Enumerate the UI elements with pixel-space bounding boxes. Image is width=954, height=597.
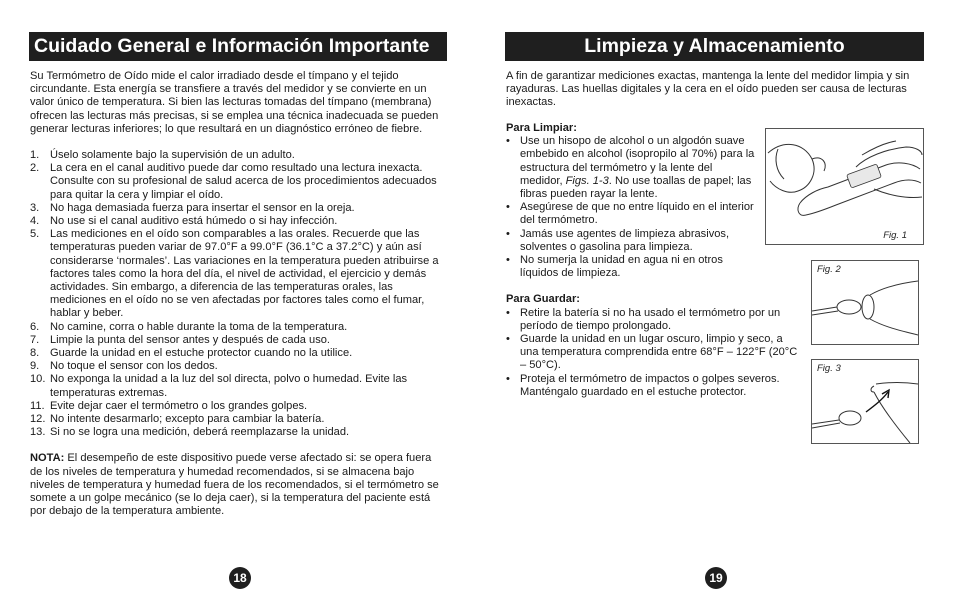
item-text: La cera en el canal auditivo puede dar como resultado una lectura inexacta. Consulte con su profesional de salud acerca de los procedimientos adecuados para quitar la cera y limpiar el oído. — [50, 162, 437, 201]
note-label: NOTA: — [30, 452, 65, 465]
item-text: Guarde la unidad en el estuche protector cuando no la utilice. — [50, 347, 353, 360]
care-list-item — [30, 360, 446, 373]
item-text: Si no se logra una medición, deberá reemplazarse la unidad. — [50, 426, 350, 439]
right-column — [506, 122, 798, 399]
item-number: 10. — [30, 373, 46, 386]
clean-heading: Para Limpiar: — [506, 122, 577, 134]
item-number: 2. — [30, 162, 40, 175]
item-text: Limpie la punta del sensor antes y después de cada uso. — [50, 333, 330, 346]
item-text: No haga demasiada fuerza para insertar el sensor en la oreja. — [50, 201, 355, 214]
care-list-item — [30, 215, 446, 228]
care-list-item — [30, 347, 446, 360]
fig2-caption: Fig. 2 — [817, 264, 841, 275]
figure-3 — [811, 359, 919, 444]
care-list-item — [30, 413, 446, 426]
item-number: 12. — [30, 413, 46, 426]
item-number: 5. — [30, 228, 40, 241]
figure-1 — [765, 128, 924, 245]
item-text: Las mediciones en el oído son comparables a las orales. Recuerde que las temperaturas pueden variar de 97.0°F a 99.0°F (36.1°C a 37.2°C) y aún así considerarse ‘normales’. Las variaciones en la temperatura pueden atribuirse a factores tales como la hora del día, el nivel de actividad, el ejercicio y demás actividades. Sin embargo, a diferencia de las temperaturas orales, las mediciones en el oído no se ven afectadas por factores tales como el fumar, hablar y beber. — [50, 228, 439, 320]
item-text: No use si el canal auditivo está húmedo o si hay infección. — [50, 215, 338, 228]
left-page-title: Cuidado General e Información Importante — [29, 32, 447, 61]
item-text: Úselo solamente bajo la supervisión de un adulto. — [50, 149, 295, 162]
item-number: 11. — [30, 399, 45, 412]
item-number: 1. — [30, 149, 40, 162]
store-heading: Para Guardar: — [506, 293, 580, 306]
page-number-left: 18 — [229, 567, 251, 589]
care-list-item — [30, 334, 446, 347]
care-list-item — [30, 426, 446, 439]
item-text: No camine, corra o hable durante la toma de la temperatura. — [50, 320, 348, 333]
item-number: 9. — [30, 360, 40, 373]
item-number: 6. — [30, 320, 40, 333]
fig1-caption: Fig. 1 — [883, 230, 907, 241]
clean-item: • Asegúrese de que no entre líquido en el interior del termómetro. — [506, 201, 756, 227]
care-list-item — [30, 162, 446, 202]
item-text: No intente desarmarlo; excepto para cambiar la batería. — [50, 413, 325, 426]
item-number: 3. — [30, 201, 40, 214]
page-number-right: 19 — [705, 567, 727, 589]
care-list-item — [30, 321, 446, 334]
figure-2 — [811, 260, 919, 345]
store-item: • Retire la batería si no ha usado el termómetro por un período de tiempo prolongado. — [506, 307, 798, 333]
item-number: 7. — [30, 333, 40, 346]
clean-item: • Jamás use agentes de limpieza abrasivos, solventes o gasolina para limpieza. — [506, 228, 756, 254]
care-list-item — [30, 149, 446, 162]
care-list-item — [30, 400, 446, 413]
item-text: No exponga la unidad a la luz del sol directa, polvo o humedad. Evite las temperaturas extremas. — [50, 373, 408, 399]
item-text: Evite dejar caer el termómetro o los grandes golpes. — [50, 399, 308, 412]
item-number: 8. — [30, 347, 40, 360]
right-intro-block — [506, 70, 924, 110]
clean-item: • Use un hisopo de alcohol o un algodón suave embebido en alcohol (isopropilo al 70%) para la estructura del termómetro y la lente del medidor, Figs. 1-3. No use toallas de papel; las fibras pueden rayar la lente. — [506, 135, 756, 201]
item-number: 4. — [30, 215, 40, 228]
care-list — [30, 149, 446, 439]
left-intro: Su Termómetro de Oído mide el calor irradiado desde el tímpano y el tejido circundante. Esta energía se transfiere a través del medidor y se convierte en un valor único de temperatura. Si bien las lecturas tomadas del tímpano (membrana) ofrecen las lecturas más precisas, si se emplea una técnica inadecuada se pueden generar lecturas inferiores; lo que resultará en un diagnóstico erróneo de fiebre. — [30, 70, 439, 135]
note-paragraph — [30, 452, 446, 518]
figs-reference: Figs. 1-3 — [565, 174, 609, 187]
store-item: • Guarde la unidad en un lugar oscuro, limpio y seco, a una temperatura comprendida entre 68°F – 122°F (20°C – 50°C). — [506, 333, 798, 373]
right-intro: A fin de garantizar mediciones exactas, mantenga la lente del medidor limpia y sin rayaduras. Las huellas digitales y la cera en el oído pueden ser causa de lecturas inexactas. — [506, 70, 910, 109]
store-item: • Proteja el termómetro de impactos o golpes severos. Manténgalo guardado en el estuche protector. — [506, 373, 798, 399]
care-list-item — [30, 228, 446, 320]
care-list-item — [30, 202, 446, 215]
note-text: El desempeño de este dispositivo puede verse afectado si: se opera fuera de los niveles de temperatura y humedad recomendados, si se almacena bajo niveles de temperatura y humedad fuera de los recomendados, si el termómetro se somete a un golpe mecánico (se lo deja caer), si la temperatura del paciente está por debajo de la temperatura ambiente. — [30, 452, 439, 518]
clean-item: • No sumerja la unidad en agua ni en otros líquidos de limpieza. — [506, 254, 756, 280]
cleaning-thermometer-illustration — [766, 129, 923, 244]
fig3-caption: Fig. 3 — [817, 363, 841, 374]
item-text: No toque el sensor con los dedos. — [50, 360, 218, 373]
left-column — [30, 70, 446, 519]
care-list-item — [30, 373, 446, 399]
item-number: 13. — [30, 426, 46, 439]
clean-list — [506, 135, 756, 280]
right-page-title: Limpieza y Almacenamiento — [505, 32, 924, 61]
store-list — [506, 307, 798, 399]
